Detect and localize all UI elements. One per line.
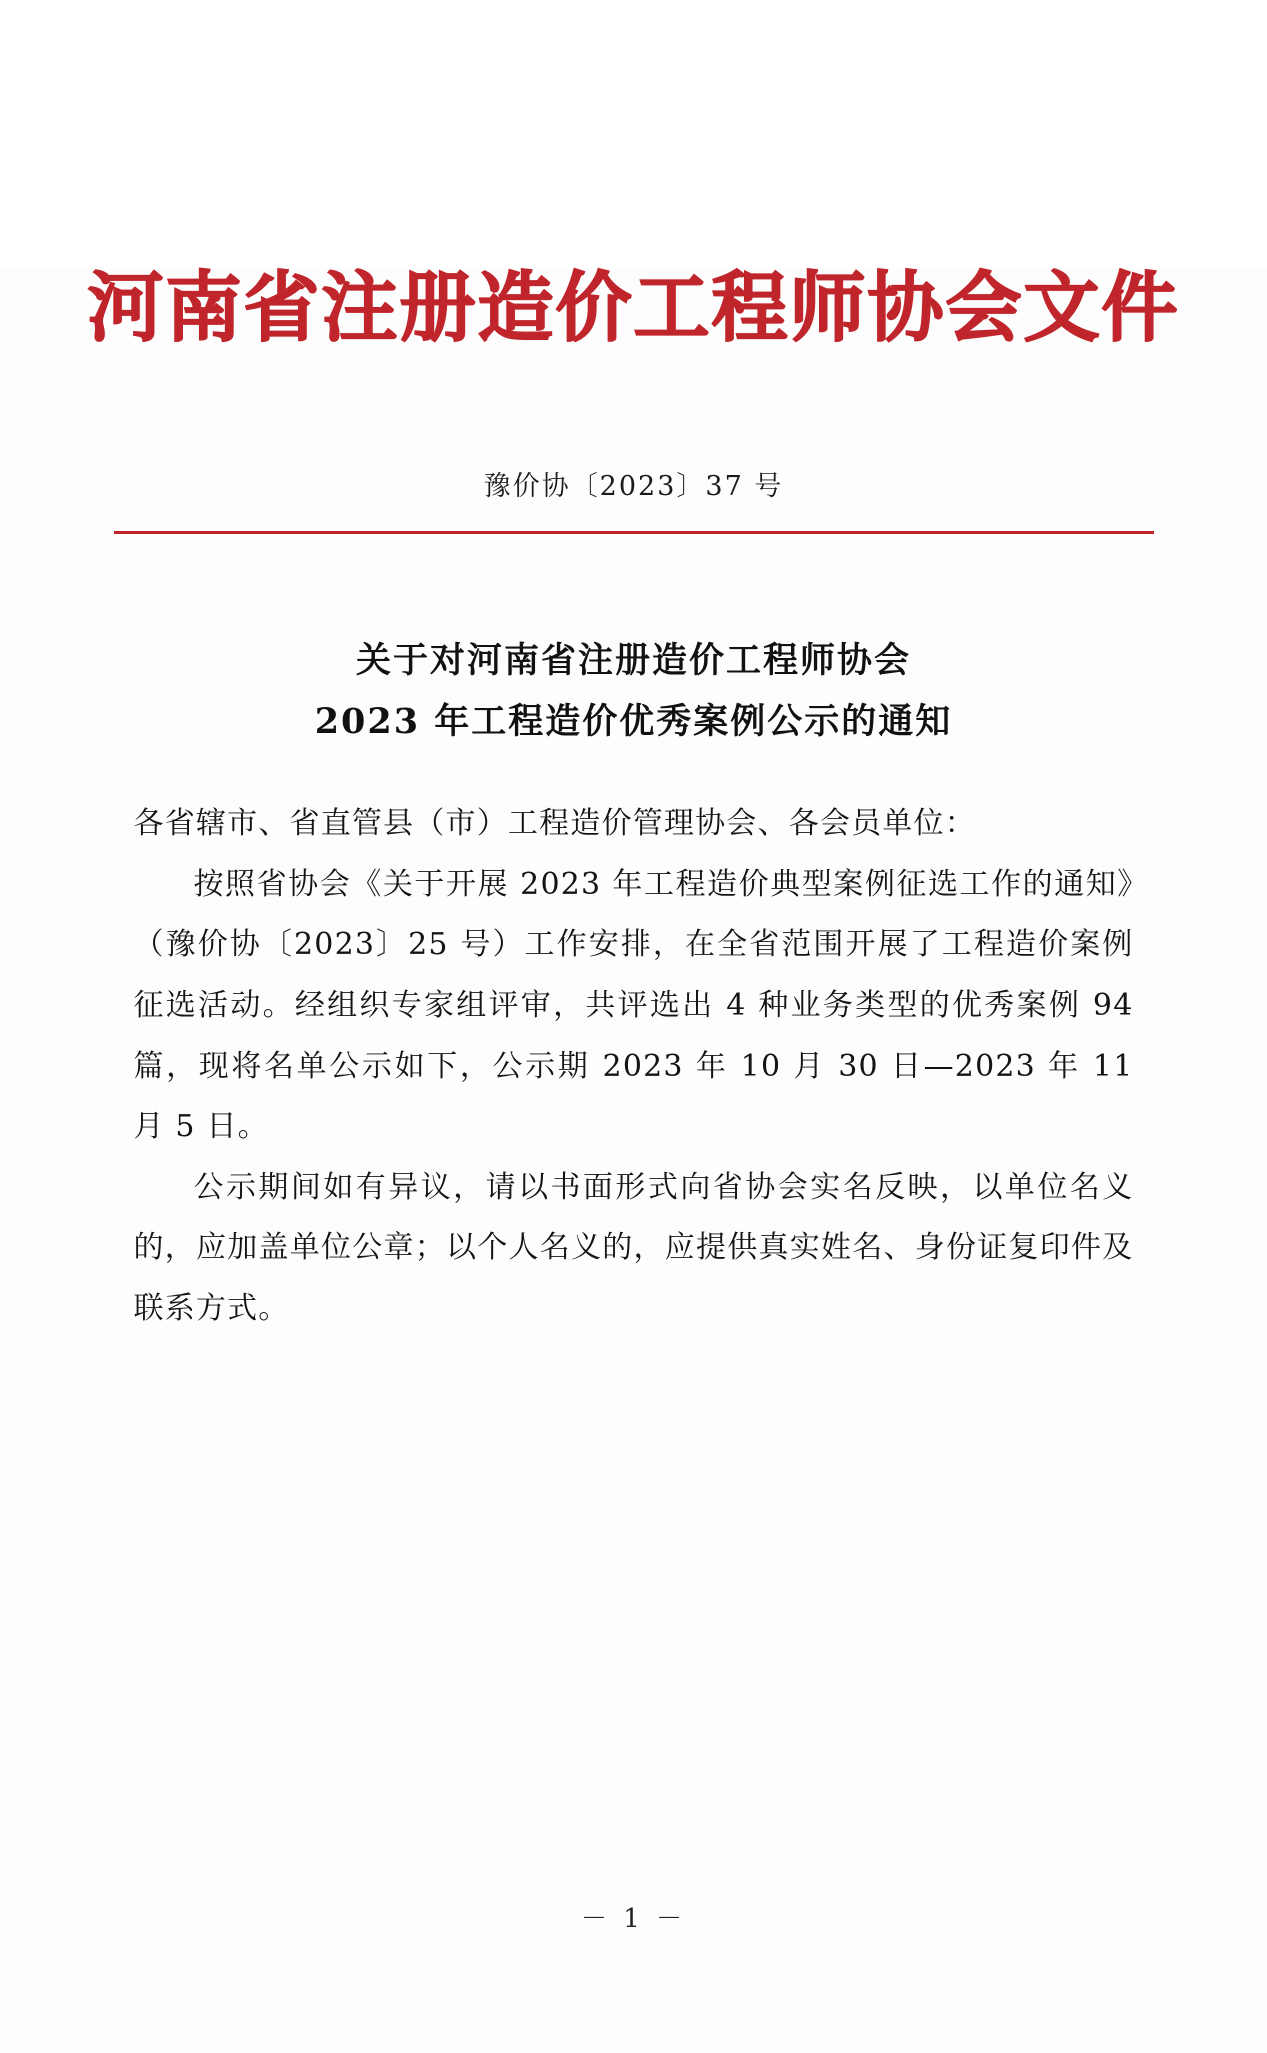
red-divider-rule [114,531,1154,534]
document-number: 豫价协〔2023〕37 号 [483,470,784,502]
document-title-line-2: 2023 年工程造价优秀案例公示的通知 [314,701,953,743]
document-title-line-1: 关于对河南省注册造价工程师协会 [355,639,911,681]
document-page [0,263,1267,2053]
document-paragraph-2: 公示期间如有异议，请以书面形式向省协会实名反映，以单位名义的，应加盖单位公章；以个人名义的，应提供真实姓名、身份证复印件及联系方式。 [133,1169,1134,1327]
document-masthead: 河南省注册造价工程师协会文件 [87,263,1180,352]
document-salutation: 各省辖市、省直管县（市）工程造价管理协会、各会员单位： [133,806,976,842]
document-body [134,794,1134,1339]
document-title [0,630,1267,753]
document-paragraph-1: 按照省协会《关于开展 2023 年工程造价典型案例征选工作的通知》（豫价协〔2023〕25 号）工作安排，在全省范围开展了工程造价案例征选活动。经组织专家组评审，共评选出 4 种业务类型的优秀案例 94 篇，现将名单公示如下，公示期 2023 年 10 月 30 日—2023 年 11 月 5 日。 [133,866,1134,1145]
page-number-footer: － 1 － [580,1904,687,1934]
